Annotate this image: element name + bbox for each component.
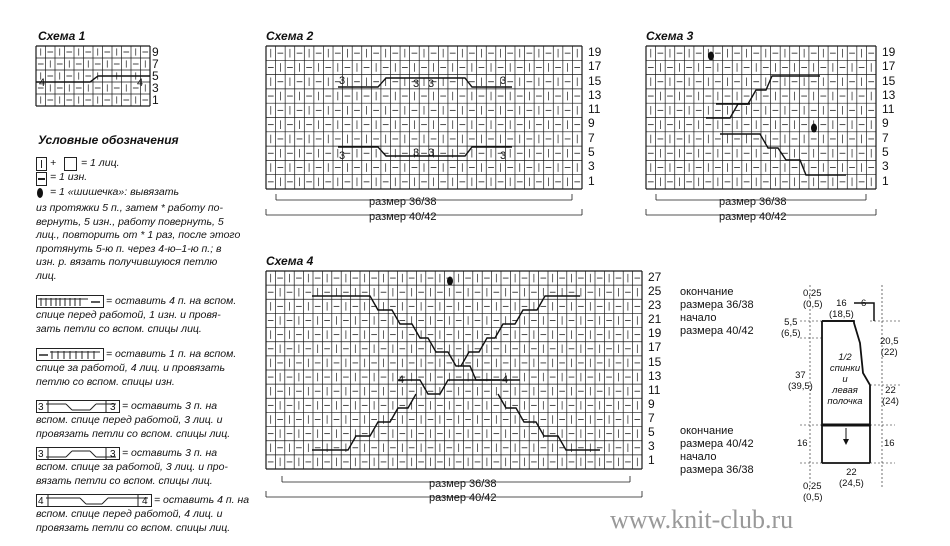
text-line: левая [832,385,858,396]
cable-count-label: 3 [500,150,507,162]
measure-bottom [803,481,823,503]
row-number: 5 [152,69,159,83]
scheme4-row-numbers [648,271,661,468]
row-number: 5 [648,425,655,440]
text-line: = оставить 4 п. на [154,494,250,506]
row-number: 9 [882,116,889,131]
text-line: вернуть, 5 изн., работу повернуть, 5 [36,215,224,228]
measure-neck: 6 [861,298,867,309]
scheme4-note-bottom [680,425,754,477]
text-line: размера 40/42 [680,438,754,450]
row-number: 7 [152,57,159,71]
text-line: окончание [680,286,734,298]
text-line: 22 [846,467,857,478]
text-line: из протяжки 5 п., затем * работу по- [36,202,223,214]
text-line: вязать петли со вспом. спицы лиц. [36,474,213,487]
measure-hem-right: 16 [884,438,895,449]
text-line: 1/2 [838,352,852,363]
symbol-count: 3 [110,402,116,413]
measure-top-left [803,288,823,310]
text-line: 22 [885,385,896,396]
text-line: лиц. [36,269,57,282]
measure-hem-left: 16 [797,438,808,449]
text-line: начало [680,312,717,324]
text-line: (24) [882,396,899,407]
row-number: 13 [588,87,602,102]
row-number: 5 [588,145,595,160]
cable-4-4-symbol [36,494,152,508]
text-line: = оставить 4 п. на вспом. [106,295,237,307]
cable-line [461,296,580,366]
row-number: 5 [882,145,889,160]
symbol-count: 4 [142,496,148,507]
cable-line [706,76,820,118]
text-line: вспом. спице за работой, 3 лиц. и про- [36,461,228,473]
text-line: размера 36/38 [680,299,754,311]
row-number: 15 [588,73,602,88]
legend-c14 [106,348,251,362]
scheme2-row-numbers [588,46,601,189]
row-number: 21 [648,312,662,327]
cable-count-label: 3 [413,78,420,90]
scheme3-title: Схема 3 [646,29,694,43]
text-line: и [842,374,848,385]
legend-knit: = 1 лиц. [81,157,120,169]
cable-count-label: 4 [502,374,509,386]
text-line: = оставить 3 п. на [122,447,218,459]
size-label-36-38: размер 36/38 [365,196,441,208]
legend-title: Условные обозначения [38,133,179,147]
text-line: провязать петли со вспом. спицы лиц. [36,427,231,440]
row-number: 19 [648,326,662,341]
row-number: 15 [882,73,896,88]
cable-count-label: 3 [500,75,507,87]
text-line: (0,5) [803,492,823,503]
cable-count-label: 3 [339,150,346,162]
cable-line [36,76,150,82]
row-number: 15 [648,354,662,369]
cable-count-label: 3 [428,78,435,90]
cable-3-3-back-symbol [36,447,120,461]
row-number: 9 [588,116,595,131]
row-number: 25 [648,284,662,299]
cable-4-1-symbol [36,295,104,309]
row-number: 13 [882,87,896,102]
row-number: 23 [648,298,662,313]
cable-count-label: 3 [413,147,420,159]
watermark: www.knit-club.ru [610,505,794,534]
size-label-36-38: размер 36/38 [425,478,501,490]
legend-c14-rest [36,362,251,389]
symbol-count: 3 [110,449,116,460]
cable-1-4-symbol [36,348,104,362]
legend-c44 [154,494,252,508]
measure-width [839,467,864,489]
legend-c44-rest [36,508,251,535]
purl-stitch-symbol [36,172,47,186]
row-number: 1 [588,173,595,188]
scheme4-note-top [680,286,754,338]
scheme2-title: Схема 2 [266,29,314,43]
text-line: спице перед работой, 1 изн. и провя- [36,309,221,321]
text-line: начало [680,451,717,463]
cable-count-label: 4 [39,77,46,89]
legend-purl: = 1 изн. [50,171,88,183]
legend-bobble-desc [36,202,251,284]
row-number: 17 [588,59,602,74]
scheme4-title: Схема 4 [266,254,314,268]
cable-count-label: 3 [339,75,346,87]
row-number: 11 [648,382,661,397]
size-label-40-42: размер 40/42 [715,211,791,223]
text-line: зать петли со вспом. спицы лиц. [36,322,202,335]
row-number: 1 [882,173,889,188]
text-line: спице за работой, 4 лиц. и провязать [36,362,226,374]
text-line: 20,5 [880,336,899,347]
row-number: 3 [648,439,655,454]
measure-lower-right [882,385,899,407]
cable-line [312,394,416,450]
text-line: (24,5) [839,478,864,489]
cable-line [312,296,500,380]
text-line: вспом. спице перед работой, 4 лиц. и [36,508,223,520]
text-line: окончание [680,425,734,437]
symbol-count: 3 [38,402,44,413]
row-number: 17 [648,340,662,355]
text-line: лиц., повторить от * 1 раз, после этого [36,229,241,242]
row-number: 3 [588,159,595,174]
scheme1-title: Схема 1 [38,29,86,43]
cable-3-3-front-symbol [36,400,120,414]
bobble-icon [37,188,43,198]
size-label-36-38: размер 36/38 [715,196,791,208]
text-line: 37 [795,370,806,381]
row-number: 17 [882,59,896,74]
measure-armhole [880,336,899,358]
text-line: петлю со вспом. спицы изн. [36,375,175,388]
bobble-icon [811,124,817,133]
measure-shoulder [829,298,854,320]
legend-c33b [122,447,252,461]
legend-c41-rest [36,309,251,336]
row-number: 13 [648,368,662,383]
text-line: 0,25 [803,288,822,299]
cable-line [720,134,846,175]
text-line: вспом. спице перед работой, 3 лиц. и [36,414,223,426]
measure-height [788,370,813,392]
row-number: 7 [882,130,889,145]
pattern-label [822,352,868,407]
text-line: размера 36/38 [680,464,754,476]
text-line: полочка [827,396,863,407]
size-label-40-42: размер 40/42 [365,211,441,223]
cable-count-label: 4 [398,374,405,386]
legend-c41 [106,295,251,309]
text-line: протянуть 5-ю п. через 4-ю–1-ю п.; в [36,242,222,255]
symbol-count: 4 [38,496,44,507]
row-number: 27 [648,270,662,284]
symbol-count: 3 [38,449,44,460]
text-line: (39,5) [788,381,813,392]
cable-line [498,394,600,450]
text-line: = оставить 3 п. на [122,400,218,412]
legend-c33a-rest [36,414,251,441]
text-line: провязать петли со вспом. спицы лиц. [36,521,231,534]
scheme3-row-numbers [882,46,895,189]
legend-bobble: = 1 «шишечка»: вывязать [50,186,180,198]
text-line: изн. р. вязать получившуюся петлю [36,256,218,269]
knit-stitch-symbol [36,157,47,171]
row-number: 9 [648,396,655,411]
text-line: (6,5) [781,328,801,339]
plus-sign: + [50,157,57,169]
row-number: 11 [588,102,601,117]
row-number: 19 [588,45,602,59]
text-line: (0,5) [803,299,823,310]
text-line: (18,5) [829,309,854,320]
bobble-icon [447,277,453,286]
row-number: 11 [882,102,895,117]
measure-side-left [781,317,801,339]
text-line: 5,5 [784,317,798,328]
text-line: (22) [880,347,898,358]
cable-count-label: 3 [428,147,435,159]
legend-c33a [122,400,252,414]
row-number: 3 [152,81,159,95]
row-number: 7 [588,130,595,145]
text-line: = оставить 1 п. на вспом. [106,348,237,360]
cable-count-label: 4 [137,77,144,89]
row-number: 1 [152,93,159,107]
legend-c33b-rest [36,461,251,488]
row-number: 9 [152,45,159,59]
row-number: 3 [882,159,889,174]
row-number: 1 [648,453,655,468]
text-line: 16 [836,298,847,309]
size-label-40-42: размер 40/42 [425,492,501,504]
empty-cell-symbol [64,157,77,171]
text-line: размера 40/42 [680,325,754,337]
row-number: 19 [882,45,896,59]
bobble-icon [708,52,714,61]
scheme1-row-numbers [152,46,159,106]
text-line: спинки [829,363,861,374]
row-number: 7 [648,410,655,425]
text-line: 0,25 [803,481,822,492]
cable-line [338,78,512,87]
cable-line [338,147,512,156]
